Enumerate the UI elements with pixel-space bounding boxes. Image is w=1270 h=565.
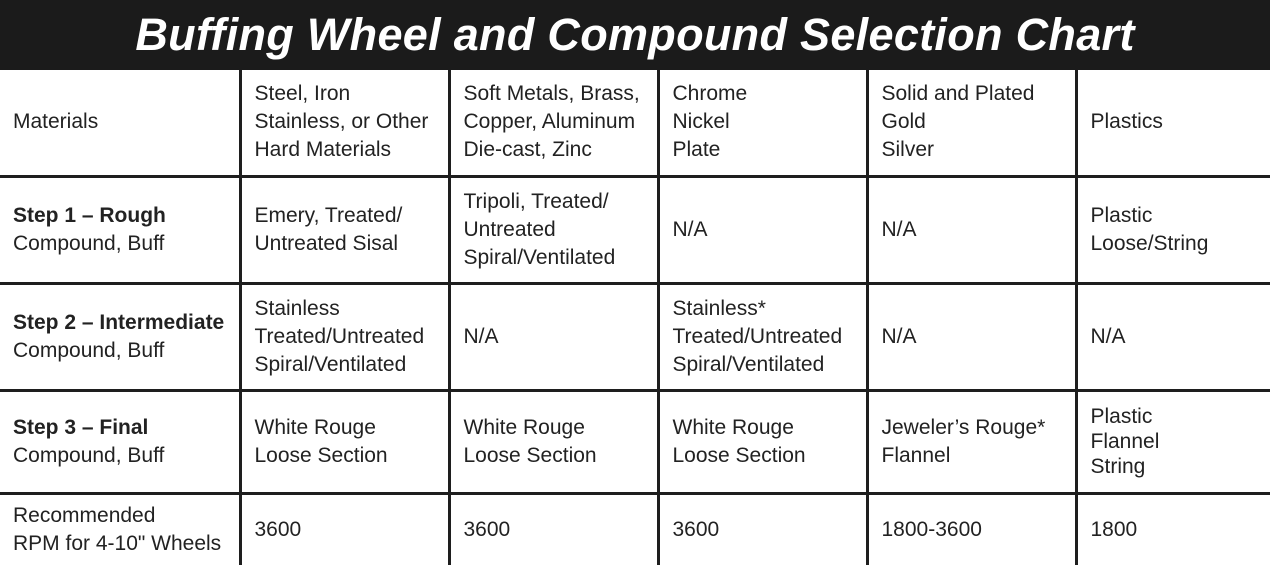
cell-line: Loose Section xyxy=(254,443,388,467)
cell-line: White Rouge xyxy=(254,415,376,439)
step2-row xyxy=(0,283,1270,390)
rpm-value: 3600 xyxy=(672,517,720,541)
step1-cell-soft-metals xyxy=(449,176,658,283)
step2-row-header xyxy=(0,283,240,390)
step1-row-header xyxy=(0,176,240,283)
header-line: Hard Materials xyxy=(254,138,392,162)
cell-line: Emery, Treated/ xyxy=(254,203,403,227)
header-line: Copper, Aluminum xyxy=(463,110,636,134)
step1-title: Step 1 – Rough xyxy=(13,203,166,227)
rpm-cell-plastics xyxy=(1076,493,1270,565)
rpm-value: 1800 xyxy=(1090,517,1138,541)
step1-subtitle: Compound, Buff xyxy=(13,231,165,255)
rpm-cell-gold-silver xyxy=(867,493,1076,565)
materials-header-cell xyxy=(0,70,240,176)
cell-line: Stainless* xyxy=(672,296,766,320)
cell-line: Loose Section xyxy=(463,443,597,467)
cell-line: White Rouge xyxy=(463,415,585,439)
cell-line: Spiral/Ventilated xyxy=(463,245,616,269)
rpm-cell-chrome xyxy=(658,493,867,565)
cell-line: Loose Section xyxy=(672,443,806,467)
step3-cell-gold-silver xyxy=(867,390,1076,493)
cell-line: String xyxy=(1090,455,1146,478)
material-header-chrome xyxy=(658,70,867,176)
step2-subtitle: Compound, Buff xyxy=(13,338,165,362)
step3-row-header xyxy=(0,390,240,493)
header-line: Chrome xyxy=(672,82,748,106)
step2-cell-gold-silver xyxy=(867,283,1076,390)
material-header-soft-metals xyxy=(449,70,658,176)
step3-subtitle: Compound, Buff xyxy=(13,443,165,467)
step2-cell-plastics xyxy=(1076,283,1270,390)
step1-row xyxy=(0,176,1270,283)
step1-cell-plastics xyxy=(1076,176,1270,283)
cell-line: Spiral/Ventilated xyxy=(254,352,407,376)
cell-line: Jeweler’s Rouge* xyxy=(881,415,1046,439)
header-line: Die-cast, Zinc xyxy=(463,138,592,162)
cell-line: N/A xyxy=(881,324,917,348)
cell-line: Plastic xyxy=(1090,405,1153,428)
step1-cell-steel xyxy=(240,176,449,283)
step3-cell-soft-metals xyxy=(449,390,658,493)
header-line: Silver xyxy=(881,138,935,162)
chart-title: Buffing Wheel and Compound Selection Chart xyxy=(135,9,1135,60)
cell-line: Plastic xyxy=(1090,203,1153,227)
step3-title: Step 3 – Final xyxy=(13,415,149,439)
header-row xyxy=(0,70,1270,176)
cell-line: Untreated Sisal xyxy=(254,231,399,255)
cell-line: N/A xyxy=(463,324,499,348)
title-bar xyxy=(0,0,1270,70)
selection-table xyxy=(0,70,1270,565)
rpm-cell-soft-metals xyxy=(449,493,658,565)
header-line: Soft Metals, Brass, xyxy=(463,82,640,106)
step3-cell-chrome xyxy=(658,390,867,493)
cell-line: White Rouge xyxy=(672,415,794,439)
step2-cell-soft-metals xyxy=(449,283,658,390)
rpm-value: 1800-3600 xyxy=(881,517,982,541)
cell-line: Treated/Untreated xyxy=(672,324,843,348)
rpm-row-header xyxy=(0,493,240,565)
rpm-row xyxy=(0,493,1270,565)
step1-cell-gold-silver xyxy=(867,176,1076,283)
step3-cell-steel xyxy=(240,390,449,493)
rpm-value: 3600 xyxy=(463,517,511,541)
material-header-plastics xyxy=(1076,70,1270,176)
cell-line: Flannel xyxy=(881,443,951,467)
rpm-label-line: RPM for 4-10" Wheels xyxy=(13,531,222,555)
header-line: Stainless, or Other xyxy=(254,110,429,134)
cell-line: Flannel xyxy=(1090,430,1160,453)
materials-label: Materials xyxy=(13,110,99,134)
step3-cell-plastics xyxy=(1076,390,1270,493)
header-line: Plate xyxy=(672,138,721,162)
header-line: Gold xyxy=(881,110,926,134)
header-line: Solid and Plated xyxy=(881,82,1035,106)
step3-row xyxy=(0,390,1270,493)
rpm-label-line: Recommended xyxy=(13,503,156,527)
cell-line: N/A xyxy=(672,217,708,241)
cell-line: Spiral/Ventilated xyxy=(672,352,825,376)
cell-line: Untreated xyxy=(463,217,556,241)
cell-line: N/A xyxy=(1090,324,1126,348)
step2-cell-steel xyxy=(240,283,449,390)
step1-cell-chrome xyxy=(658,176,867,283)
header-line: Plastics xyxy=(1090,110,1163,134)
header-line: Steel, Iron xyxy=(254,82,351,106)
material-header-steel xyxy=(240,70,449,176)
material-header-gold-silver xyxy=(867,70,1076,176)
step2-cell-chrome xyxy=(658,283,867,390)
cell-line: Tripoli, Treated/ xyxy=(463,189,609,213)
rpm-value: 3600 xyxy=(254,517,302,541)
cell-line: Loose/String xyxy=(1090,231,1209,255)
cell-line: N/A xyxy=(881,217,917,241)
cell-line: Stainless xyxy=(254,296,340,320)
header-line: Nickel xyxy=(672,110,730,134)
step2-title: Step 2 – Intermediate xyxy=(13,310,225,334)
rpm-cell-steel xyxy=(240,493,449,565)
cell-line: Treated/Untreated xyxy=(254,324,425,348)
